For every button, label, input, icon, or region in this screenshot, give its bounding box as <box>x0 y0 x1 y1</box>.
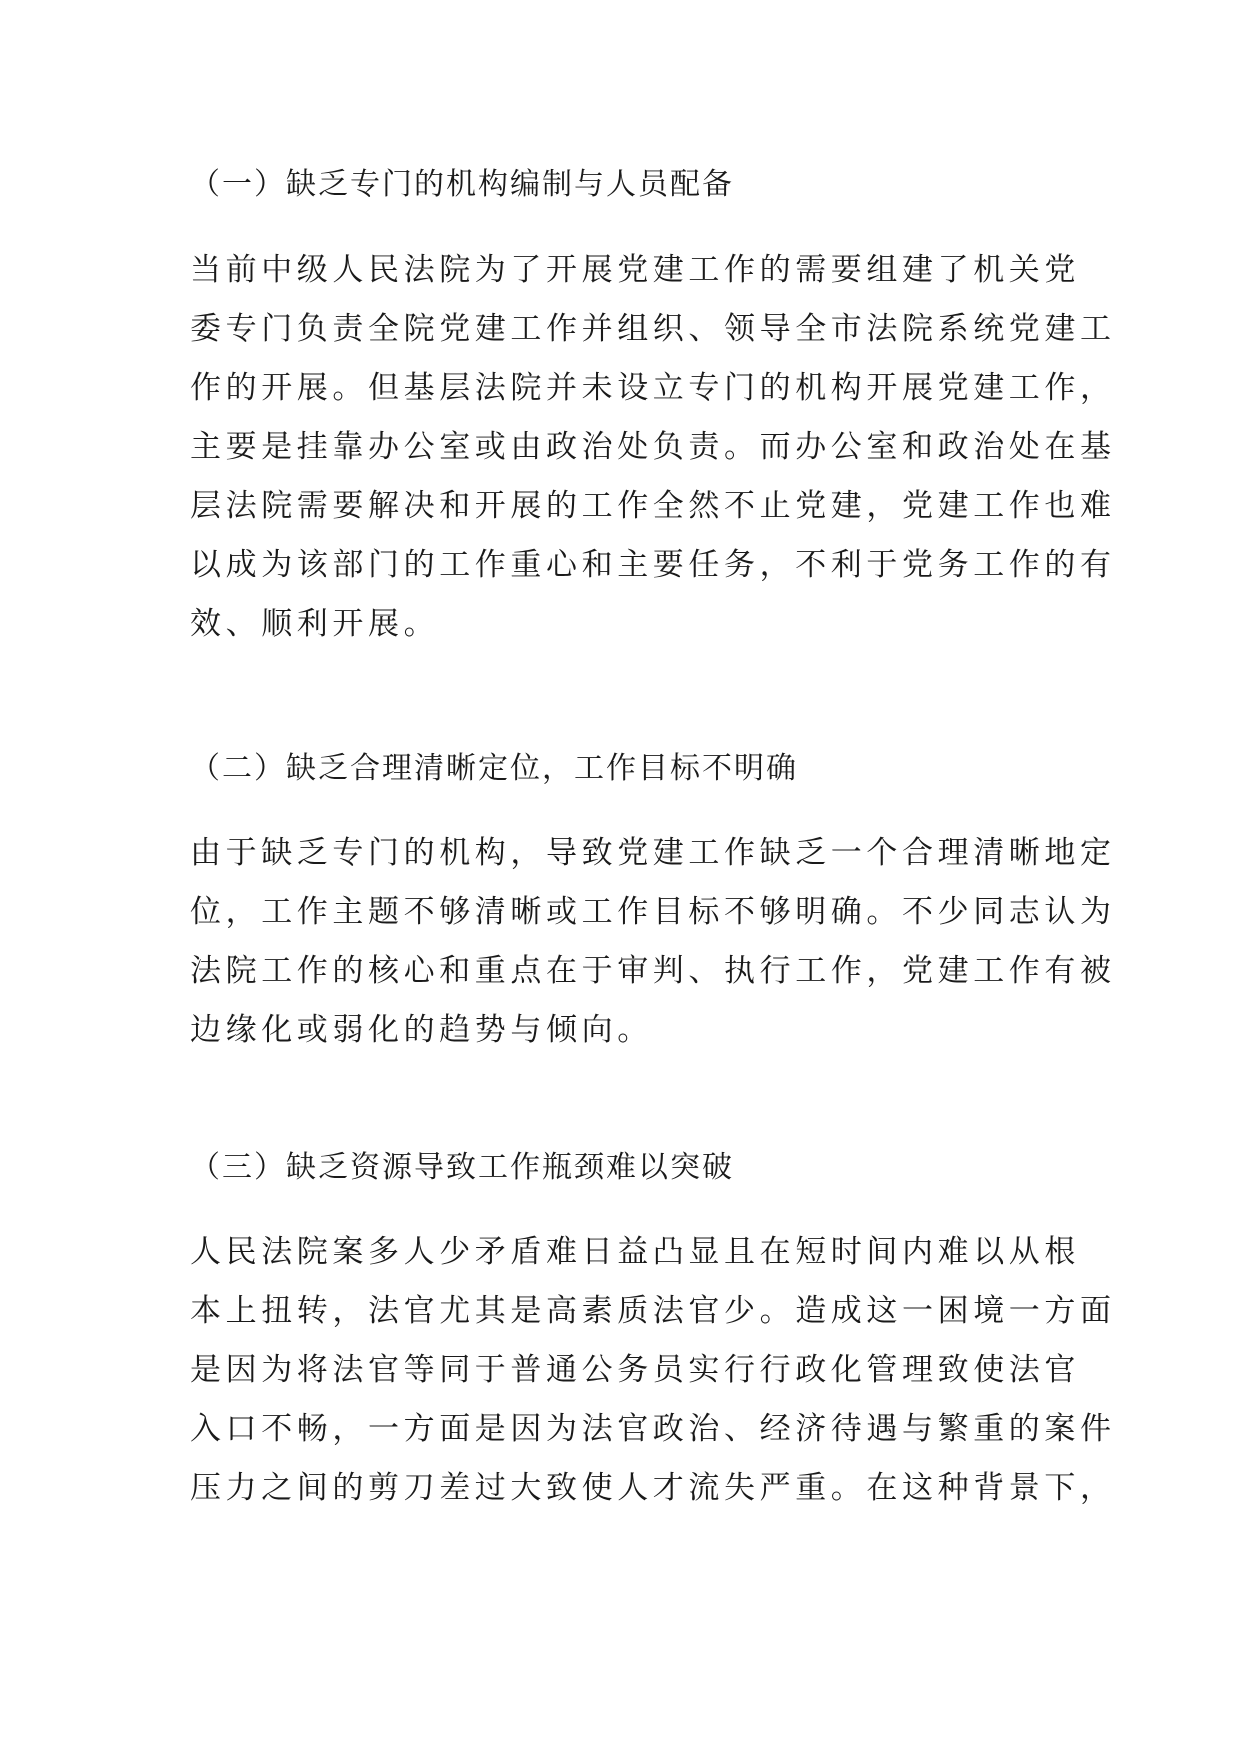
paragraph-line: 作的开展。但基层法院并未设立专门的机构开展党建工作， <box>190 370 1116 406</box>
section-paragraph-2 <box>190 824 1116 1060</box>
paragraph-line: 当前中级人民法院为了开展党建工作的需要组建了机关党 <box>190 252 1080 288</box>
section-heading-2: （二）缺乏合理清晰定位，工作目标不明确 <box>190 751 798 786</box>
paragraph-line: 主要是挂靠办公室或由政治处负责。而办公室和政治处在基 <box>190 429 1116 465</box>
section-paragraph-1 <box>190 241 1116 654</box>
paragraph-line: 是因为将法官等同于普通公务员实行行政化管理致使法官 <box>190 1352 1080 1388</box>
paragraph-line: 效、顺利开展。 <box>190 606 440 642</box>
paragraph-line: 本上扭转，法官尤其是高素质法官少。造成这一困境一方面 <box>190 1293 1116 1329</box>
paragraph-line: 边缘化或弱化的趋势与倾向。 <box>190 1012 653 1048</box>
section-heading-1: （一）缺乏专门的机构编制与人员配备 <box>190 167 734 202</box>
paragraph-line: 委专门负责全院党建工作并组织、领导全市法院系统党建工 <box>190 311 1116 347</box>
paragraph-line: 人民法院案多人少矛盾难日益凸显且在短时间内难以从根 <box>190 1234 1080 1270</box>
paragraph-line: 由于缺乏专门的机构，导致党建工作缺乏一个合理清晰地定 <box>190 835 1116 871</box>
paragraph-line: 位，工作主题不够清晰或工作目标不够明确。不少同志认为 <box>190 894 1116 930</box>
paragraph-line: 以成为该部门的工作重心和主要任务，不利于党务工作的有 <box>190 547 1116 583</box>
paragraph-line: 入口不畅，一方面是因为法官政治、经济待遇与繁重的案件 <box>190 1411 1116 1447</box>
paragraph-line: 层法院需要解决和开展的工作全然不止党建，党建工作也难 <box>190 488 1116 524</box>
section-paragraph-3 <box>190 1223 1116 1518</box>
section-heading-3: （三）缺乏资源导致工作瓶颈难以突破 <box>190 1150 734 1185</box>
paragraph-line: 压力之间的剪刀差过大致使人才流失严重。在这种背景下， <box>190 1470 1116 1506</box>
paragraph-line: 法院工作的核心和重点在于审判、执行工作，党建工作有被 <box>190 953 1116 989</box>
